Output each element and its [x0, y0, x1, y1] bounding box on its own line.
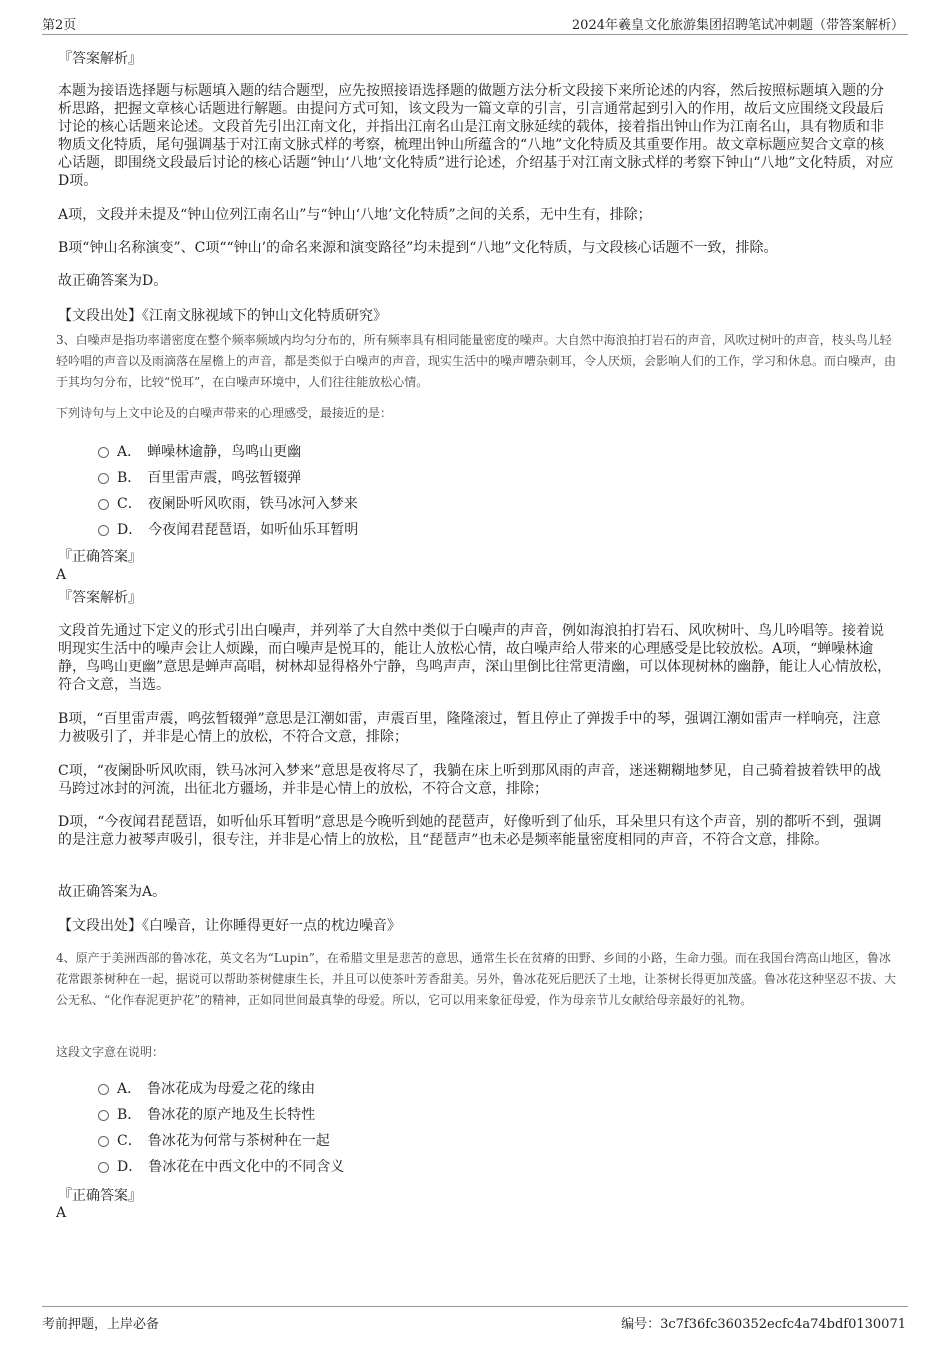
radio-button-icon[interactable] — [98, 1162, 109, 1173]
q2-analysis-paragraph-2: A项，文段并未提及“钟山位列江南名山”与“钟山‘八地’文化特质”之间的关系，无中生有，排除； — [58, 207, 652, 223]
radio-button-icon[interactable] — [98, 499, 109, 510]
footer-slogan: 考前押题，上岸必备 — [42, 1317, 160, 1332]
radio-button-icon[interactable] — [98, 447, 109, 458]
q4-question: 这段文字意在说明： — [56, 1045, 165, 1059]
q3-analysis-paragraph-2: B项，“百里雷声震，鸣弦暂辍弹”意思是江潮如雷，声震百里，隆隆滚过，暂且停止了弹拨手中的琴，强调江潮如雷声一样响亮，注意力被吸引了，并非是心情上的放松，不符合文意，排除； — [58, 711, 881, 745]
radio-button-icon[interactable] — [98, 1084, 109, 1095]
q3-answer-label: 『正确答案』 — [58, 549, 142, 565]
page-header — [42, 10, 908, 35]
radio-button-icon[interactable] — [98, 525, 109, 536]
radio-button-icon[interactable] — [98, 1136, 109, 1147]
q3-analysis-paragraph-3: C项，“夜阑卧听风吹雨，铁马冰河入梦来”意思是夜将尽了，我躺在床上听到那风雨的声音，迷迷糊糊地梦见，自己骑着披着铁甲的战马跨过冰封的河流，出征北方疆场，并非是心情上的放松，不符合文意，排除； — [58, 763, 882, 797]
q4-stem: 4、原产于美洲西部的鲁冰花，英文名为“Lupin”，在希腊文里是悲苦的意思，通常生长在贫瘠的田野、乡间的小路，生命力强。而在我国台湾高山地区，鲁冰花常跟茶树种在一起，据说可以帮助茶树健康生长，并且可以使茶叶芳香甜美。另外，鲁冰花死后肥沃了土地，让茶树长得更加茂盛。鲁冰花这种坚忍不拔、大公无私、“化作春泥更护花”的精神，正如同世间最真挚的母爱。所以，它可以用来象征母爱，作为母亲节儿女献给母亲最好的礼物。 — [56, 951, 897, 1007]
page-footer — [42, 1306, 908, 1331]
q2-analysis-paragraph-3: B项“钟山名称演变”、C项““钟山’的命名来源和演变路径”均未提到“八地”文化特质，与文段核心话题不一致，排除。 — [58, 240, 778, 256]
q4-option-c[interactable]: C． 鲁冰花为何常与茶树种在一起 — [98, 1128, 344, 1154]
q4-option-b[interactable]: B． 鲁冰花的原产地及生长特性 — [98, 1102, 344, 1128]
q3-question: 下列诗句与上文中论及的白噪声带来的心理感受，最接近的是： — [56, 406, 393, 420]
q3-analysis-paragraph-1: 文段首先通过下定义的形式引出白噪声，并列举了大自然中类似于白噪声的声音，例如海浪拍打岩石、风吹树叶、鸟儿吟唱等。接着说明现实生活中的噪声会让人烦躁，而白噪声是悦耳的，能让人放松心情，故白噪声给人带来的心理感受是比较放松。A项，“蝉噪林逾静，鸟鸣山更幽”意思是蝉声高唱，树林却显得格外宁静，鸟鸣声声，深山里倒比往常更清幽，可以体现树林的幽静，能让人心情放松，符合文意，当选。 — [58, 623, 892, 693]
q3-stem: 3、白噪声是指功率谱密度在整个频率频域内均匀分布的，所有频率具有相同能量密度的噪声。大自然中海浪拍打岩石的声音，风吹过树叶的声音，枝头鸟儿轻轻吟唱的声音以及雨滴落在屋檐上的声音，都是类似于白噪声的声音，现实生活中的噪声嘈杂刺耳，令人厌烦，会影响人们的工作，学习和休息。而白噪声，由于其均匀分布，比较“悦耳”，在白噪声环境中，人们往往能放松心情。 — [56, 333, 897, 389]
q3-option-c[interactable]: C． 夜阑卧听风吹雨，铁马冰河入梦来 — [98, 491, 358, 517]
q3-analysis-paragraph-5: 故正确答案为A。 — [58, 884, 167, 900]
page-number: 第2页 — [42, 18, 77, 33]
q3-option-a[interactable]: A． 蝉噪林逾静，鸟鸣山更幽 — [98, 439, 358, 465]
q4-answer-label: 『正确答案』 — [58, 1188, 142, 1204]
q3-options — [98, 439, 358, 543]
document-id: 编号：3c7f36fc360352ecfc4a74bdf0130071 — [621, 1317, 906, 1332]
radio-button-icon[interactable] — [98, 1110, 109, 1121]
q2-analysis-paragraph-1: 本题为接语选择题与标题填入题的结合题型，应先按照接语选择题的做题方法分析文段接下来所论述的内容，然后按照标题填入题的分析思路，把握文章核心话题进行解题。由提问方式可知，该文段为一篇文章的引言，引言通常起到引入的作用，故后文应围绕文段最后讨论的核心话题来论述。文段首先引出江南文化，并指出江南名山是江南文脉延续的载体，接着指出钟山作为江南名山，具有物质和非物质文化特质，尾句强调基于对江南文脉式样的考察，梳理出钟山所蕴含的“八地”文化特质及其重要作用。故文章标题应契合文章的核心话题，即围绕文段最后讨论的核心话题“钟山‘八地’文化特质”进行论述，介绍基于对江南文脉式样的考察下钟山“八地”文化特质，对应D项。 — [58, 83, 894, 189]
radio-button-icon[interactable] — [98, 473, 109, 484]
q4-answer: A — [56, 1205, 67, 1221]
q3-answer: A — [56, 567, 67, 583]
q3-analysis-paragraph-4: D项，“今夜闻君琵琶语，如听仙乐耳暂明”意思是今晚听到她的琵琶声，好像听到了仙乐，耳朵里只有这个声音，别的都听不到，强调的是注意力被琴声吸引，很专注，并非是心情上的放松，且“琵琶声”也未必是频率能量密度相同的声音，不符合文意，排除。 — [58, 814, 882, 848]
q2-source: 【文段出处】《江南文脉视域下的钟山文化特质研究》 — [58, 308, 387, 324]
q2-analysis-paragraph-4: 故正确答案为D。 — [58, 273, 168, 289]
q4-option-a[interactable]: A． 鲁冰花成为母爱之花的缘由 — [98, 1076, 344, 1102]
q3-option-b[interactable]: B． 百里雷声震，鸣弦暂辍弹 — [98, 465, 358, 491]
q2-analysis-label: 『答案解析』 — [58, 51, 142, 67]
q3-source: 【文段出处】《白噪音，让你睡得更好一点的枕边噪音》 — [58, 918, 401, 934]
document-title: 2024年羲皇文化旅游集团招聘笔试冲刺题（带答案解析） — [571, 18, 904, 33]
q3-analysis-label: 『答案解析』 — [58, 590, 142, 606]
q3-option-d[interactable]: D． 今夜闻君琵琶语，如听仙乐耳暂明 — [98, 517, 358, 543]
q4-option-d[interactable]: D． 鲁冰花在中西文化中的不同含义 — [98, 1154, 344, 1180]
q4-options — [98, 1076, 344, 1180]
